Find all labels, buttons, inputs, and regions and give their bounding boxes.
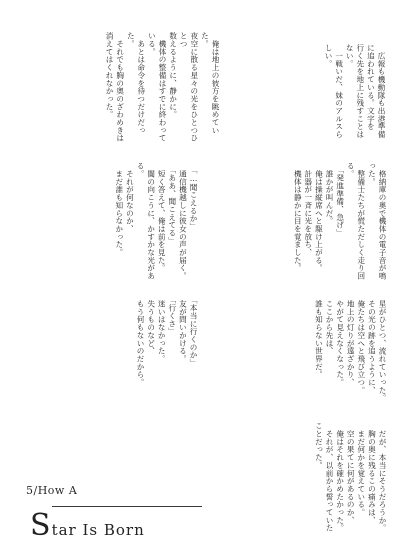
text-block-4: 「…聞こえるか」 通信機越しに彼女の声が届く。 「ああ、聞こえてる」 短く答えて、俺は前を見た。 闇の向こうに、かすかな光がある。 それが何なのか、 まだ誰も知らなかった。 <box>114 162 198 280</box>
title-rest: tar Is Born <box>51 521 145 539</box>
text-block-5: 星がひとつ、流れていった。 その光の跡を追うように、 俺たちは空へと飛び立つ。 地上の灯りが遠ざかり、 やがて見えなくなった。 ここから先は、 誰も知らない世界だ。 <box>314 299 387 402</box>
title-initial: S <box>30 508 52 543</box>
text-block-7: だが、本当にそうだろうか。 胸の奥に残るこの痛みは、 まだ何かを覚えている。 空の果てに何があるのか、 俺はそれを確かめたかった。 それが、以前から誓っていたことだった。 <box>314 422 387 532</box>
title-rule <box>52 506 202 507</box>
chapter-title <box>30 508 145 543</box>
text-block-3: 格納庫の奥で機体の電子音が鳴った。 整備士たちが慌ただしく走り回る。 「発進準備、急げ」 誰かが叫んだ。 俺は操縦席へと駆け上がる。 計器が一斉に光を放ち、 機体は静かに目を覚ました。 <box>293 162 387 280</box>
chapter-label: 5/How A <box>26 484 78 497</box>
text-block-1: 広報も機動隊も出港準備に追われている。文字を 行く先を地上に残すことはない。 一戦いだ、妹のアルスらしい。 <box>324 44 386 139</box>
text-block-6: 「本当に行くのか」 友が問いかける。 「行くさ」 迷いはなかった。 失うものなど、 もう何もないのだから。 <box>136 299 198 387</box>
text-block-2: 俺は地上の彼方を眺めていた。 夜空に散る星々の光をひとつひとつ 数えるように、静かに。 機体の整備はすでに終わっている。 あとは命令を待つだけだった。 それでも胸の奥のざわめきは 消えてはくれなかった。 <box>105 32 220 142</box>
